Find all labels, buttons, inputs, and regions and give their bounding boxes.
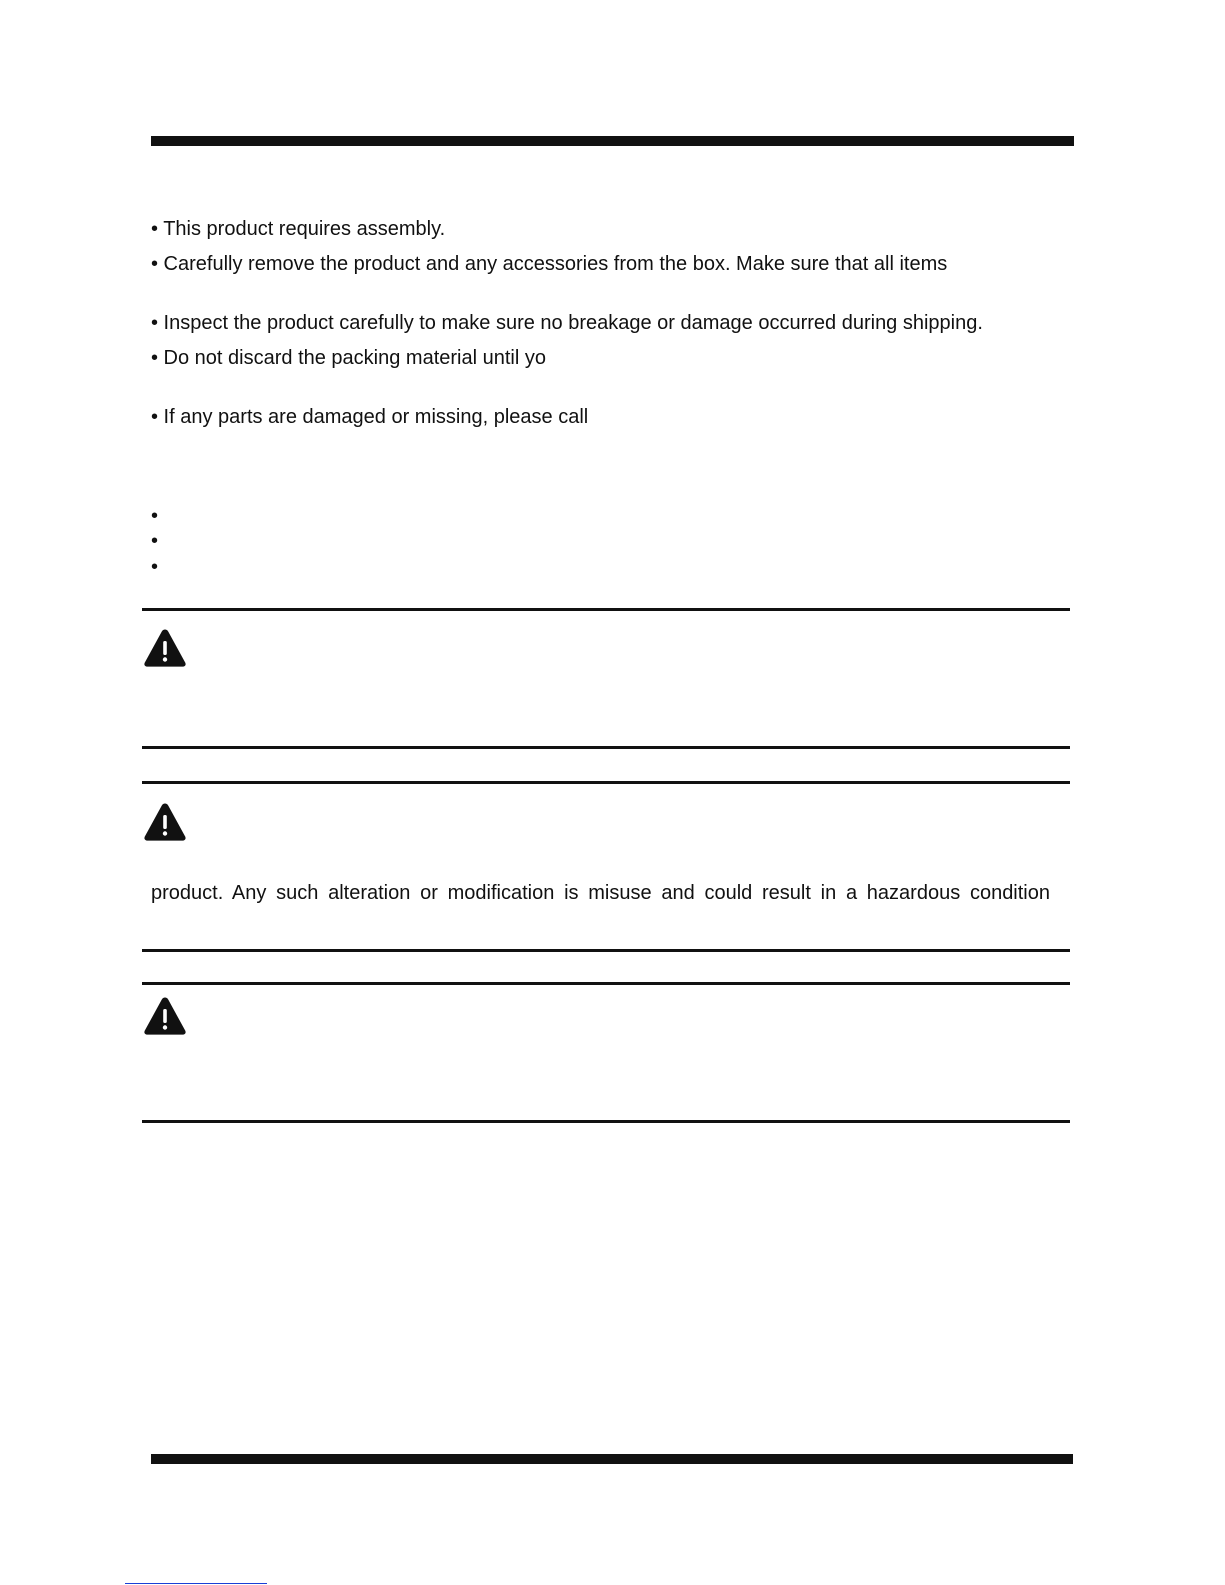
footer-link-underline[interactable] [125,1583,267,1584]
empty-bullet: • [151,505,159,527]
warning-box-top-rule [142,608,1070,611]
bullet-inspect-product: • Inspect the product carefully to make sure no breakage or damage occurred during shipping. [151,312,983,334]
empty-bullet: • [151,530,159,552]
bullet-packing-material: • Do not discard the packing material until yo [151,347,546,369]
bullet-remove-product: • Carefully remove the product and any accessories from the box. Make sure that all items [151,253,948,275]
bullet-damaged-parts: • If any parts are damaged or missing, please call [151,406,589,428]
warning-triangle-icon [143,628,187,668]
empty-bullet: • [151,556,159,578]
warning-box-bottom-rule [142,1120,1070,1123]
warning-triangle-icon [143,802,187,842]
warning-box-top-rule [142,781,1070,784]
warning-box-top-rule [142,982,1070,985]
warning-modification-text: product. Any such alteration or modification is misuse and could result in a hazardous condition [151,882,1050,904]
warning-box-bottom-rule [142,746,1070,749]
bottom-rule [151,1454,1073,1464]
bullet-requires-assembly: • This product requires assembly. [151,218,446,240]
warning-box-bottom-rule [142,949,1070,952]
top-rule [151,136,1074,146]
warning-triangle-icon [143,996,187,1036]
